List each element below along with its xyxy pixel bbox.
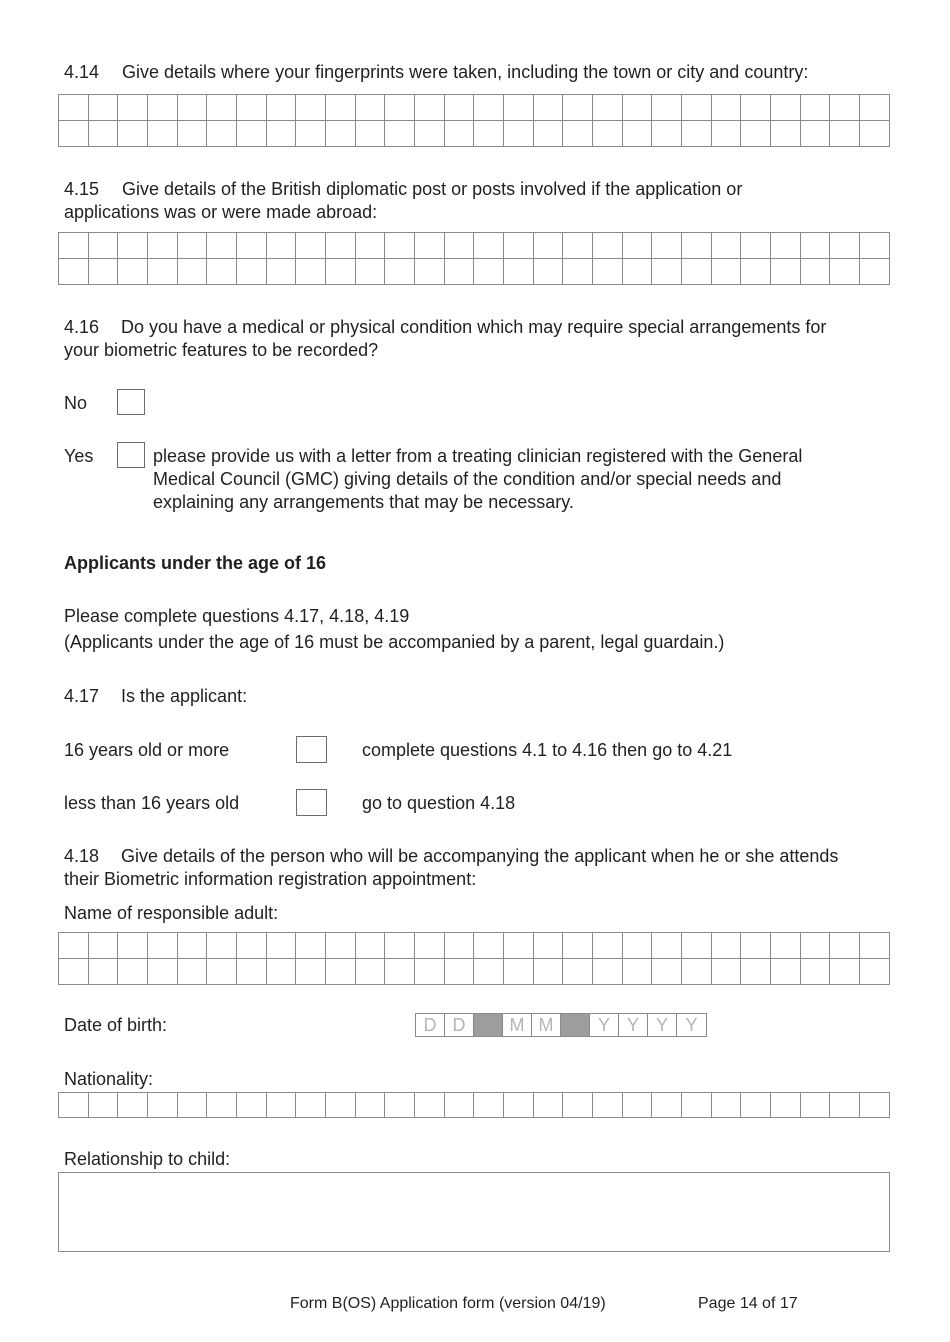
relationship-textbox[interactable] <box>58 1172 890 1252</box>
grid-cell[interactable] <box>741 259 771 285</box>
question-number: 4.15 <box>64 179 100 199</box>
grid-row <box>59 259 890 285</box>
fingerprints-location-grid[interactable] <box>58 94 890 147</box>
grid-cell[interactable] <box>711 1093 741 1118</box>
grid-cell[interactable] <box>296 959 326 985</box>
grid-cell[interactable] <box>504 933 534 959</box>
yes-note <box>153 445 893 514</box>
question-4-14 <box>64 61 894 84</box>
grid-cell[interactable] <box>444 121 474 147</box>
dob-separator <box>561 1014 590 1036</box>
grid-cell[interactable] <box>177 121 207 147</box>
yes-label: Yes <box>64 446 94 466</box>
grid-cell[interactable] <box>682 933 712 959</box>
grid-cell[interactable] <box>207 95 237 121</box>
grid-cell[interactable] <box>207 233 237 259</box>
grid-cell[interactable] <box>118 233 148 259</box>
instruction-note: (Applicants under the age of 16 must be accompanied by a parent, legal guardain.) <box>64 632 725 652</box>
grid-cell[interactable] <box>682 95 712 121</box>
grid-cell[interactable] <box>148 259 178 285</box>
grid-cell[interactable] <box>711 933 741 959</box>
grid-cell[interactable] <box>682 259 712 285</box>
grid-cell[interactable] <box>296 933 326 959</box>
grid-cell[interactable] <box>237 933 267 959</box>
grid-cell[interactable] <box>355 259 385 285</box>
grid-cell[interactable] <box>593 933 623 959</box>
grid-cell[interactable] <box>504 233 534 259</box>
grid-cell[interactable] <box>355 121 385 147</box>
grid-cell[interactable] <box>711 959 741 985</box>
grid-cell[interactable] <box>177 259 207 285</box>
grid-cell[interactable] <box>652 1093 682 1118</box>
question-text: Give details of the person who will be accompanying the applicant when he or she attends <box>121 846 839 866</box>
grid-cell[interactable] <box>711 121 741 147</box>
grid-cell[interactable] <box>88 233 118 259</box>
grid-cell[interactable] <box>237 95 267 121</box>
grid-cell[interactable] <box>177 95 207 121</box>
grid-cell[interactable] <box>296 259 326 285</box>
grid-cell[interactable] <box>177 959 207 985</box>
grid-cell[interactable] <box>266 95 296 121</box>
grid-cell[interactable] <box>504 121 534 147</box>
grid-cell[interactable] <box>207 259 237 285</box>
grid-cell[interactable] <box>771 95 801 121</box>
grid-cell[interactable] <box>237 959 267 985</box>
grid-cell[interactable] <box>237 1093 267 1118</box>
grid-cell[interactable] <box>326 1093 356 1118</box>
grid-cell[interactable] <box>741 121 771 147</box>
grid-cell[interactable] <box>741 1093 771 1118</box>
question-number: 4.14 <box>64 62 100 82</box>
grid-cell[interactable] <box>385 1093 415 1118</box>
dob-year-digit[interactable]: Y <box>590 1014 619 1036</box>
dob-month-digit[interactable]: M <box>532 1014 561 1036</box>
grid-cell[interactable] <box>860 959 890 985</box>
grid-row <box>59 95 890 121</box>
grid-cell[interactable] <box>385 933 415 959</box>
grid-cell[interactable] <box>860 121 890 147</box>
grid-cell[interactable] <box>444 233 474 259</box>
grid-cell[interactable] <box>59 959 89 985</box>
grid-row <box>59 933 890 959</box>
grid-cell[interactable] <box>504 1093 534 1118</box>
grid-cell[interactable] <box>59 95 89 121</box>
grid-cell[interactable] <box>444 933 474 959</box>
grid-cell[interactable] <box>385 233 415 259</box>
dob-day-digit[interactable]: D <box>416 1014 445 1036</box>
grid-cell[interactable] <box>652 959 682 985</box>
grid-row <box>59 233 890 259</box>
grid-cell[interactable] <box>444 959 474 985</box>
grid-cell[interactable] <box>830 1093 860 1118</box>
dob-year-digit[interactable]: Y <box>685 1015 698 1035</box>
grid-cell[interactable] <box>444 95 474 121</box>
grid-cell[interactable] <box>148 121 178 147</box>
question-number: 4.17 <box>64 686 100 706</box>
grid-cell[interactable] <box>563 95 593 121</box>
grid-cell[interactable] <box>444 1093 474 1118</box>
grid-cell[interactable] <box>652 933 682 959</box>
grid-cell[interactable] <box>533 121 563 147</box>
grid-cell[interactable] <box>355 233 385 259</box>
grid-cell[interactable] <box>741 233 771 259</box>
grid-cell[interactable] <box>533 933 563 959</box>
grid-cell[interactable] <box>682 959 712 985</box>
grid-cell[interactable] <box>385 121 415 147</box>
no-label: No <box>64 393 88 413</box>
grid-cell[interactable] <box>800 233 830 259</box>
grid-cell[interactable] <box>415 121 445 147</box>
grid-cell[interactable] <box>652 259 682 285</box>
grid-cell[interactable] <box>593 1093 623 1118</box>
grid-cell[interactable] <box>860 933 890 959</box>
grid-cell[interactable] <box>504 259 534 285</box>
grid-cell[interactable] <box>266 1093 296 1118</box>
grid-cell[interactable] <box>800 933 830 959</box>
grid-cell[interactable] <box>266 959 296 985</box>
responsible-adult-name-grid[interactable] <box>58 932 890 985</box>
question-text: Is the applicant: <box>121 686 248 706</box>
grid-cell[interactable] <box>800 259 830 285</box>
nationality-grid[interactable] <box>58 1092 890 1118</box>
grid-cell[interactable] <box>59 933 89 959</box>
grid-cell[interactable] <box>88 259 118 285</box>
grid-cell[interactable] <box>711 259 741 285</box>
grid-cell[interactable] <box>355 933 385 959</box>
footer-form-name: Form B(OS) Application form (version 04/19) <box>290 1295 606 1312</box>
grid-cell[interactable] <box>533 959 563 985</box>
grid-row <box>59 121 890 147</box>
grid-cell[interactable] <box>741 933 771 959</box>
grid-cell[interactable] <box>415 95 445 121</box>
grid-cell[interactable] <box>800 1093 830 1118</box>
grid-cell[interactable] <box>266 233 296 259</box>
grid-cell[interactable] <box>771 959 801 985</box>
grid-cell[interactable] <box>652 121 682 147</box>
grid-cell[interactable] <box>177 233 207 259</box>
grid-cell[interactable] <box>593 233 623 259</box>
grid-cell[interactable] <box>563 121 593 147</box>
no-checkbox[interactable] <box>117 389 145 415</box>
option-16-or-more-note: complete questions 4.1 to 4.16 then go to 4.21 <box>362 740 733 760</box>
grid-cell[interactable] <box>326 121 356 147</box>
grid-cell[interactable] <box>88 933 118 959</box>
dob-separator <box>474 1014 503 1036</box>
grid-cell[interactable] <box>682 233 712 259</box>
grid-cell[interactable] <box>266 933 296 959</box>
option-under-16-checkbox[interactable] <box>296 789 327 816</box>
grid-cell[interactable] <box>771 233 801 259</box>
grid-cell[interactable] <box>88 1093 118 1118</box>
question-text: Give details where your fingerprints were taken, including the town or city and country: <box>122 62 809 82</box>
grid-cell[interactable] <box>593 121 623 147</box>
grid-cell[interactable] <box>504 959 534 985</box>
grid-cell[interactable] <box>118 1093 148 1118</box>
grid-cell[interactable] <box>741 95 771 121</box>
grid-cell[interactable] <box>148 959 178 985</box>
grid-cell[interactable] <box>563 933 593 959</box>
grid-cell[interactable] <box>148 1093 178 1118</box>
relationship-label: Relationship to child: <box>64 1149 231 1169</box>
option-16-or-more-checkbox[interactable] <box>296 736 327 763</box>
grid-cell[interactable] <box>59 233 89 259</box>
grid-cell[interactable] <box>622 959 652 985</box>
grid-cell[interactable] <box>771 259 801 285</box>
dob-year-digit[interactable]: Y <box>619 1014 648 1036</box>
question-text-cont: their Biometric information registration appointment: <box>64 869 477 889</box>
grid-cell[interactable] <box>415 933 445 959</box>
grid-cell[interactable] <box>860 259 890 285</box>
grid-cell[interactable] <box>59 121 89 147</box>
grid-cell[interactable] <box>266 259 296 285</box>
question-4-15 <box>64 178 894 224</box>
grid-cell[interactable] <box>148 95 178 121</box>
grid-cell[interactable] <box>237 233 267 259</box>
grid-cell[interactable] <box>207 1093 237 1118</box>
grid-cell[interactable] <box>415 1093 445 1118</box>
grid-cell[interactable] <box>118 95 148 121</box>
dob-month-digit[interactable]: M <box>503 1014 532 1036</box>
grid-cell[interactable] <box>860 233 890 259</box>
grid-cell[interactable] <box>800 95 830 121</box>
grid-cell[interactable] <box>177 1093 207 1118</box>
grid-cell[interactable] <box>533 233 563 259</box>
grid-cell[interactable] <box>88 121 118 147</box>
responsible-adult-name-label: Name of responsible adult: <box>64 903 279 923</box>
grid-cell[interactable] <box>207 959 237 985</box>
grid-cell[interactable] <box>682 1093 712 1118</box>
grid-cell[interactable] <box>355 95 385 121</box>
dob-year-digit[interactable]: Y <box>648 1014 677 1036</box>
grid-cell[interactable] <box>88 95 118 121</box>
grid-cell[interactable] <box>59 259 89 285</box>
grid-cell[interactable] <box>711 95 741 121</box>
grid-cell[interactable] <box>474 121 504 147</box>
grid-cell[interactable] <box>771 121 801 147</box>
grid-cell[interactable] <box>533 95 563 121</box>
grid-cell[interactable] <box>800 959 830 985</box>
option-16-or-more-label: 16 years old or more <box>64 740 230 760</box>
grid-cell[interactable] <box>622 95 652 121</box>
grid-cell[interactable] <box>385 959 415 985</box>
grid-cell[interactable] <box>148 233 178 259</box>
grid-cell[interactable] <box>622 1093 652 1118</box>
question-4-16 <box>64 316 894 362</box>
grid-cell[interactable] <box>59 1093 89 1118</box>
question-4-18 <box>64 845 894 891</box>
grid-cell[interactable] <box>326 95 356 121</box>
grid-cell[interactable] <box>563 259 593 285</box>
diplomatic-post-grid[interactable] <box>58 232 890 285</box>
grid-cell[interactable] <box>652 233 682 259</box>
grid-cell[interactable] <box>474 1093 504 1118</box>
grid-cell[interactable] <box>504 95 534 121</box>
grid-cell[interactable] <box>355 1093 385 1118</box>
grid-cell[interactable] <box>474 933 504 959</box>
grid-cell[interactable] <box>474 259 504 285</box>
question-4-17 <box>64 685 894 708</box>
grid-cell[interactable] <box>237 259 267 285</box>
grid-cell[interactable] <box>741 959 771 985</box>
grid-cell[interactable] <box>622 933 652 959</box>
grid-cell[interactable] <box>474 95 504 121</box>
grid-cell[interactable] <box>148 933 178 959</box>
grid-cell[interactable] <box>326 233 356 259</box>
grid-cell[interactable] <box>296 121 326 147</box>
dob-label: Date of birth: <box>64 1015 168 1035</box>
grid-cell[interactable] <box>652 95 682 121</box>
grid-cell[interactable] <box>355 959 385 985</box>
grid-cell[interactable] <box>860 1093 890 1118</box>
footer-page-number: Page 14 of 17 <box>698 1295 798 1312</box>
instruction-text: Please complete questions 4.17, 4.18, 4.19 <box>64 606 410 626</box>
question-text: Do you have a medical or physical condition which may require special arrangements for <box>121 317 827 337</box>
option-under-16-label: less than 16 years old <box>64 793 240 813</box>
grid-row <box>59 959 890 985</box>
grid-cell[interactable] <box>326 259 356 285</box>
grid-cell[interactable] <box>237 121 267 147</box>
grid-cell[interactable] <box>563 233 593 259</box>
grid-cell[interactable] <box>118 259 148 285</box>
grid-cell[interactable] <box>711 233 741 259</box>
grid-cell[interactable] <box>622 259 652 285</box>
question-text-cont: your biometric features to be recorded? <box>64 340 379 360</box>
grid-cell[interactable] <box>296 1093 326 1118</box>
grid-cell[interactable] <box>830 259 860 285</box>
grid-cell[interactable] <box>296 95 326 121</box>
grid-cell[interactable] <box>415 233 445 259</box>
grid-cell[interactable] <box>830 95 860 121</box>
grid-cell[interactable] <box>177 933 207 959</box>
dob-day-digit[interactable]: D <box>445 1014 474 1036</box>
grid-cell[interactable] <box>563 1093 593 1118</box>
yes-note-line: Medical Council (GMC) giving details of the condition and/or special needs and <box>153 469 782 489</box>
grid-cell[interactable] <box>830 121 860 147</box>
grid-cell[interactable] <box>830 959 860 985</box>
grid-cell[interactable] <box>563 959 593 985</box>
grid-cell[interactable] <box>593 259 623 285</box>
option-under-16-note: go to question 4.18 <box>362 793 516 813</box>
grid-cell[interactable] <box>771 1093 801 1118</box>
question-number: 4.16 <box>64 317 100 337</box>
grid-cell[interactable] <box>771 933 801 959</box>
grid-cell[interactable] <box>88 959 118 985</box>
grid-cell[interactable] <box>207 933 237 959</box>
grid-cell[interactable] <box>296 233 326 259</box>
grid-cell[interactable] <box>385 95 415 121</box>
question-text: Give details of the British diplomatic post or posts involved if the application or <box>122 179 743 199</box>
question-number: 4.18 <box>64 846 100 866</box>
question-text-cont: applications was or were made abroad: <box>64 202 378 222</box>
grid-cell[interactable] <box>830 933 860 959</box>
grid-cell[interactable] <box>474 233 504 259</box>
grid-cell[interactable] <box>118 959 148 985</box>
grid-cell[interactable] <box>682 121 712 147</box>
dob-field[interactable] <box>415 1013 707 1037</box>
yes-note-line: explaining any arrangements that may be necessary. <box>153 492 574 512</box>
grid-cell[interactable] <box>207 121 237 147</box>
grid-cell[interactable] <box>118 121 148 147</box>
grid-cell[interactable] <box>266 121 296 147</box>
grid-cell[interactable] <box>593 95 623 121</box>
grid-cell[interactable] <box>326 933 356 959</box>
grid-cell[interactable] <box>444 259 474 285</box>
section-heading: Applicants under the age of 16 <box>64 553 327 573</box>
nationality-label: Nationality: <box>64 1069 154 1089</box>
grid-cell[interactable] <box>622 121 652 147</box>
grid-cell[interactable] <box>118 933 148 959</box>
yes-note-line: please provide us with a letter from a treating clinician registered with the General <box>153 446 803 466</box>
grid-cell[interactable] <box>533 1093 563 1118</box>
grid-cell[interactable] <box>593 959 623 985</box>
grid-cell[interactable] <box>326 959 356 985</box>
grid-cell[interactable] <box>860 95 890 121</box>
grid-cell[interactable] <box>474 959 504 985</box>
grid-cell[interactable] <box>830 233 860 259</box>
grid-cell[interactable] <box>415 959 445 985</box>
yes-checkbox[interactable] <box>117 442 145 468</box>
grid-row <box>59 1093 890 1118</box>
grid-cell[interactable] <box>385 259 415 285</box>
grid-cell[interactable] <box>533 259 563 285</box>
grid-cell[interactable] <box>622 233 652 259</box>
grid-cell[interactable] <box>800 121 830 147</box>
grid-cell[interactable] <box>415 259 445 285</box>
